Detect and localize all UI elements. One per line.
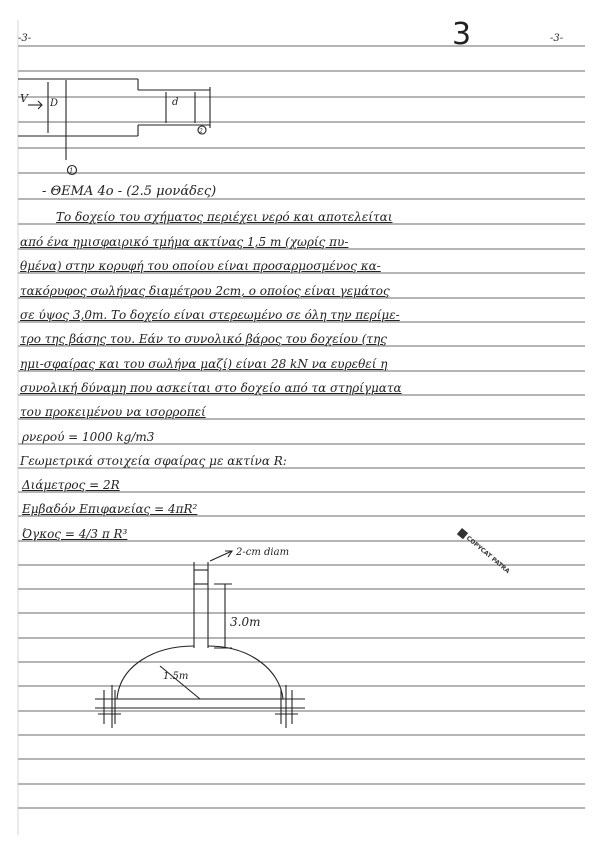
stamp-text: COPYCAT PATRA xyxy=(464,534,511,576)
problem-line-7: ημι-σφαίρας και του σωλήνα μαζί) είναι 28 kN να ευρεθεί η xyxy=(20,357,388,371)
label-section-2: 2 xyxy=(199,128,203,135)
sphere-geometry-title: Γεωμετρικά στοιχεία σφαίρας με ακτίνα R: xyxy=(20,454,287,468)
sphere-diameter: Διάμετρος = 2R xyxy=(22,478,120,492)
label-velocity: V xyxy=(20,92,28,105)
pipe-diameter-label: 2-cm diam xyxy=(236,547,290,558)
page-number-left: -3- xyxy=(18,33,32,44)
problem-line-9: του προκειμένου να ισορροπεί xyxy=(20,405,206,419)
water-density: ρνερού = 1000 kg/m3 xyxy=(22,430,155,444)
sphere-surface-area: Εμβαδόν Επιφανείας = 4πR² xyxy=(22,502,198,516)
problem-line-4: τακόρυφος σωλήνας διαμέτρου 2cm, ο οποίος είναι γεμάτος xyxy=(20,284,390,298)
problem-line-5: σε ύψος 3,0m. Το δοχείο είναι στερεωμένο σε όλη την περίμε- xyxy=(20,308,400,322)
problem-line-2: από ένα ημισφαιρικό τμήμα ακτίνας 1,5 m (χωρίς πυ- xyxy=(20,235,349,249)
label-big-diameter: D xyxy=(50,98,59,109)
pipe-height-label: 3.0m xyxy=(230,615,261,629)
page-number-large: 3 xyxy=(452,17,472,52)
label-section-1: 1 xyxy=(69,167,74,175)
problem-line-3: θμένα) στην κορυφή του οποίου είναι προσαρμοσμένος κα- xyxy=(20,259,381,273)
problem-line-8: συνολική δύναμη που ασκείται στο δοχείο από τα στηρίγματα xyxy=(20,381,402,395)
problem-line-1: Το δοχείο του σχήματος περιέχει νερό και αποτελείται xyxy=(56,210,393,224)
sphere-volume: Όγκος = 4/3 π R³ xyxy=(22,527,128,541)
problem-line-6: τρο της βάσης του. Εάν το συνολικό βάρος του δοχείου (της xyxy=(20,332,387,346)
hemisphere-radius-label: 1.5m xyxy=(163,671,189,682)
problem-heading: - ΘΕΜΑ 4ο - (2.5 μονάδες) xyxy=(42,184,217,199)
page-number-right: -3- xyxy=(550,33,564,44)
label-small-diameter: d xyxy=(172,97,179,108)
